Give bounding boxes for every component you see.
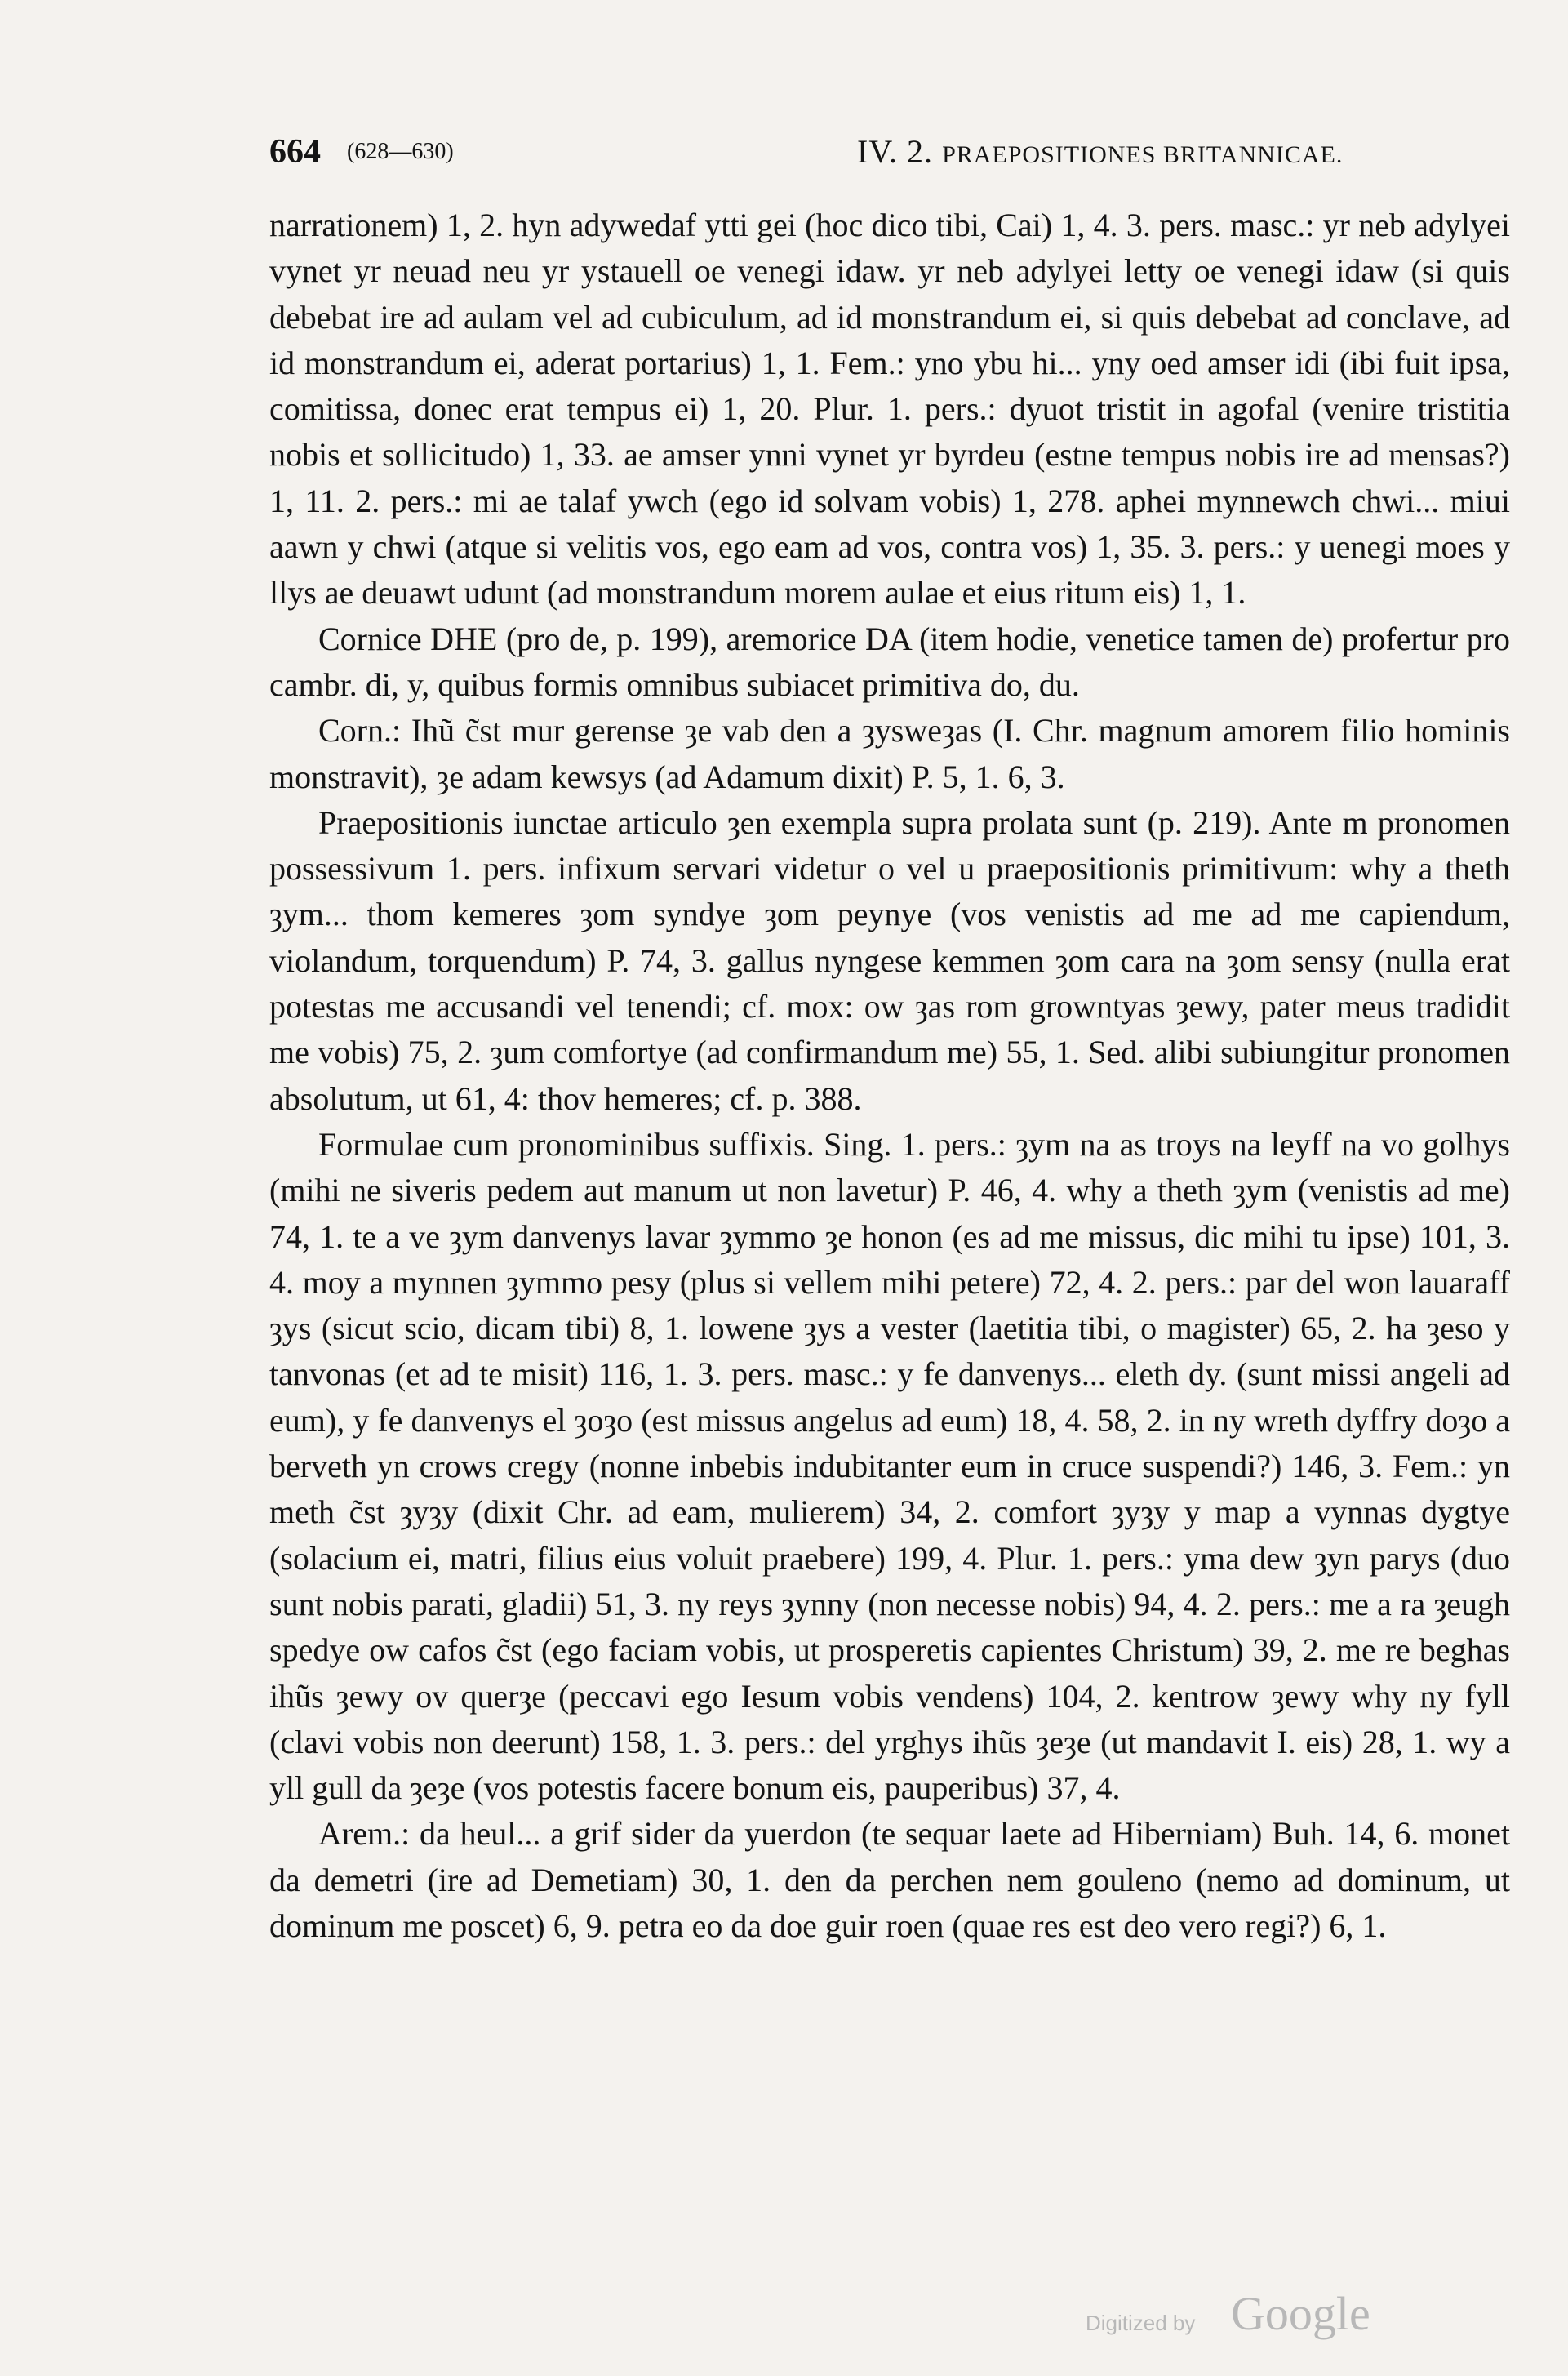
paragraph-formulae: Formulae cum pronominibus suffixis. Sing. 1. pers.: ȝym na as troys na leyff na vo golhys (mihi ne siveris pedem aut manum ut non lavetur) P. 46, 4. why a theth ȝym (venistis ad me) 74, 1. te a ve ȝym danvenys lavar ȝymmo ȝe honon (es ad me missus, dic mihi tu ipse) 101, 3. 4. moy a mynnen ȝymmo pesy (plus si vellem mihi petere) 72, 4. 2. pers.: par del won lauaraff ȝys (sicut scio, dicam tibi) 8, 1. lowene ȝys a vester (laetitia tibi, o magister) 65, 2. ha ȝeso y tanvonas (et ad te misit) 116, 1. 3. pers. masc.: y fe danvenys... eleth dy. (sunt missi angeli ad eum), y fe danvenys el ȝoȝo (est missus angelus ad eum) 18, 4. 58, 2. in ny wreth dyffry doȝo a berveth yn crows cregy (nonne inbebis indubitanter eum in cruce suspendi?) 146, 3. Fem.: yn meth c̃st ȝyȝy (dixit Chr. ad eam, mulierem) 34, 2. comfort ȝyȝy y map a vynnas dygtye (solacium ei, matri, filius eius voluit praebere) 199, 4. Plur. 1. pers.: yma dew ȝyn parys (duo sunt nobis parati, gladii) 51, 3. ny reys ȝynny (non necesse nobis) 94, 4. 2. pers.: me a ra ȝeugh spedye ow cafos c̃st (ego faciam vobis, ut prosperetis capientes Christum) 39, 2. me re beghas ihũs ȝewy ov querȝe (peccavi ego Iesum vobis vendens) 104, 2. kentrow ȝewy why ny fyll (clavi vobis non deerunt) 158, 1. 3. pers.: del yrghys ihũs ȝeȝe (ut mandavit I. eis) 28, 1. wy a yll gull da ȝeȝe (vos potestis facere bonum eis, pauperibus) 37, 4. [269,1125,1510,1807]
running-title [857,132,1343,171]
digitized-watermark [1086,2286,1428,2352]
paragraph-cornice: Cornice DHE (pro de, p. 199), aremorice DA (item hodie, venetice tamen de) profertur pro cambr. di, y, quibus formis omnibus subiacet primitiva do, du. [269,620,1510,703]
main-text [269,202,1510,1949]
section-title: PRAEPOSITIONES BRITANNICAE. [942,141,1344,168]
paragraph-continuation: narrationem) 1, 2. hyn adywedaf ytti gei (hoc dico tibi, Cai) 1, 4. 3. pers. masc.: yr neb adylyei vynet yr neuad neu yr ystauell oe venegi idaw. yr neb adylyei letty oe venegi idaw (si quis debebat ire ad aulam vel ad cubiculum, ad id monstrandum ei, si quis debebat ad conclave, ad id monstrandum ei, aderat portarius) 1, 1. Fem.: yno ybu hi... yny oed amser idi (ibi fuit ipsa, comitissa, donec erat tempus ei) 1, 20. Plur. 1. pers.: dyuot tristit in agofal (venire tristitia nobis et sollicitudo) 1, 33. ae amser ynni vynet yr byrdeu (estne tempus nobis ire ad mensas?) 1, 11. 2. pers.: mi ae talaf ywch (ego id solvam vobis) 1, 278. aphei mynnewch chwi... miui aawn y chwi (atque si velitis vos, ego eam ad vos, contra vos) 1, 35. 3. pers.: y uenegi moes y llys ae deuawt udunt (ad monstrandum morem aulae et eius ritum eis) 1, 1. [269,207,1510,612]
running-header [269,132,1502,181]
paragraph-corn: Corn.: Ihũ c̃st mur gerense ȝe vab den a ȝysweȝas (I. Chr. magnum amorem filio hominis monstravit), ȝe adam kewsys (ad Adamum dixit) P. 5, 1. 6, 3. [269,712,1510,795]
paragraph-arem: Arem.: da heul... a grif sider da yuerdon (te sequar laete ad Hiberniam) Buh. 14, 6. monet da demetri (ire ad Demetiam) 30, 1. den da perchen nem gouleno (nemo ad dominum, ut dominum me poscet) 6, 9. petra eo da doe guir roen (quae res est deo vero regi?) 6, 1. [269,1815,1510,1944]
section-range: (628—630) [347,139,454,164]
page-number: 664 [269,133,321,171]
section-number: IV. 2. [857,133,934,170]
google-logo: Google [1231,2287,1370,2340]
watermark-prefix: Digitized by [1086,2311,1196,2335]
paragraph-praepositionis: Praepositionis iunctae articulo ȝen exempla supra prolata sunt (p. 219). Ante m pronomen possessivum 1. pers. infixum servari videtur o vel u praepositionis primitivum: why a theth ȝym... thom kemeres ȝom syndye ȝom peynye (vos venistis ad me ad me capiendum, violandum, torquendum) P. 74, 3. gallus nyngese kemmen ȝom cara na ȝom sensy (nulla erat potestas me accusandi vel tenendi; cf. mox: ow ȝas rom growntyas ȝewy, pater meus tradidit me vobis) 75, 2. ȝum comfortye (ad confirmandum me) 55, 1. Sed. alibi subiungitur pronomen absolutum, ut 61, 4: thov hemeres; cf. p. 388. [269,803,1510,1117]
